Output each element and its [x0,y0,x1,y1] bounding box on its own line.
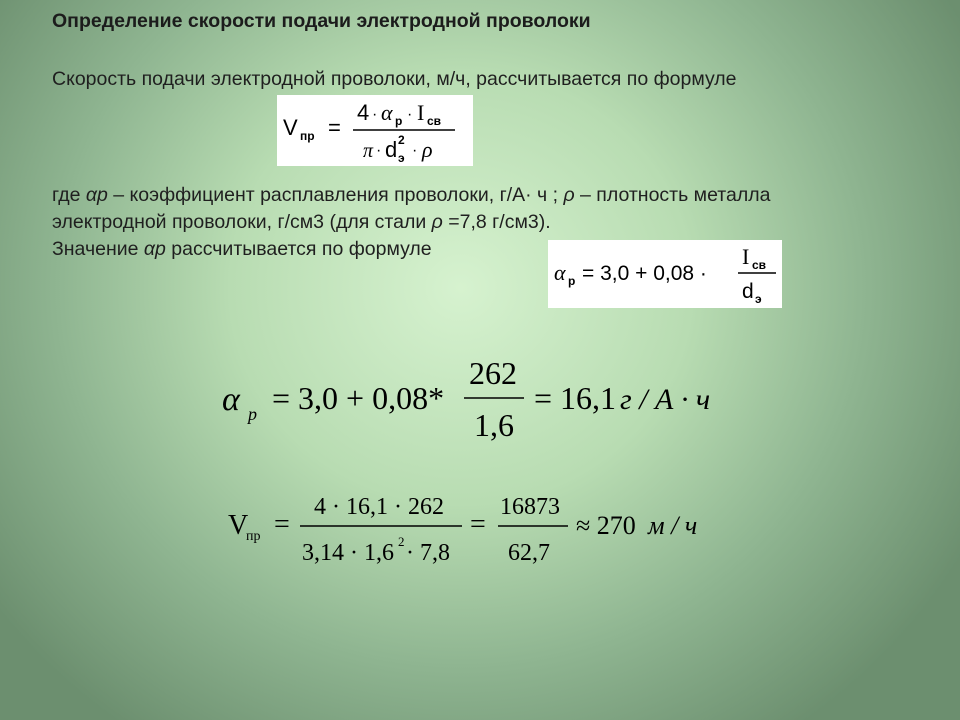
intro-text: Скорость подачи электродной проволоки, м/ч, рассчитывается по формуле [52,68,737,90]
formula-alpha-den: d [742,280,754,303]
calc-v-equals-1: = [274,509,290,540]
formula-alpha-rhs: = 3,0 + 0,08 · [582,262,707,285]
formula-v-lhs-sub: пр [300,129,315,143]
feed-speed-formula [277,95,473,166]
speed-calculation [200,480,760,580]
calc-v-lhs-sub: пр [246,529,261,544]
calc-v-den-1-sup: 2 [398,534,405,549]
calc-alpha-lhs: α [222,381,240,418]
formula-alpha-lhs: α [554,260,566,285]
formula-v-den-d-sup: 2 [398,133,405,147]
value-suffix: рассчитывается по формуле [165,238,432,260]
formula-v-num-I-sub: св [427,114,442,128]
formula-alpha-lhs-sub: р [568,274,576,288]
formula-v-lhs: V [283,115,298,140]
formula-v-den-d: d [385,137,398,162]
where-part-2: – плотность металла электродной проволоки, г/см3 (для стали [52,184,771,233]
formula-v-alpha: α [381,100,393,125]
rho-symbol: ρ [563,184,575,206]
formula-v-den-pi: π [363,140,374,162]
formula-v-den-rho: ρ [422,137,433,162]
calc-alpha-units: г / А · ч [620,383,711,416]
rho-value: =7,8 г/см3). [442,211,551,233]
value-prefix: Значение [52,238,144,260]
alpha-calculation [200,350,760,460]
page-title: Определение скорости подачи электродной проволоки [52,10,591,32]
formula-v-equals: = [328,115,341,140]
formula-v-dot: · [376,142,382,159]
calc-v-num-1: 4 · 16,1 · 262 [314,494,444,520]
formula-alpha-den-sub: э [755,292,762,306]
formula-v-dot: · [372,106,378,123]
formula-alpha-num: I [742,244,750,269]
where-part-1: – коэффициент расплавления проволоки, г/А· ч ; [107,184,564,206]
calc-alpha-num: 262 [469,355,517,391]
speed-calculation-svg [200,480,760,580]
alpha-formula-svg [548,240,782,308]
formula-v-num-I: I [417,100,425,125]
calc-alpha-rhs: = 3,0 + 0,08* [272,380,445,416]
formula-v-dot: · [407,106,413,123]
rho-symbol: ρ [431,211,443,233]
calc-alpha-lhs-sub: р [248,404,257,424]
calc-v-approx: ≈ 270 [576,511,636,540]
alpha-calculation-svg [200,350,760,460]
alpha-symbol: αр [85,184,108,206]
alpha-symbol: αр [143,238,166,260]
feed-speed-formula-svg [277,95,473,166]
formula-v-num-4: 4 [357,100,370,125]
formula-v-alpha-sub: р [395,114,403,128]
calc-v-num-2: 16873 [500,494,560,520]
calc-alpha-den: 1,6 [474,407,514,443]
alpha-formula [548,240,782,308]
calc-v-lhs: V [228,510,249,541]
calc-v-den-2: 62,7 [508,540,550,566]
calc-v-units: м / ч [648,511,698,540]
formula-v-den-d-sub: э [398,151,405,165]
where-prefix: где [52,184,86,206]
calc-v-den-1-a: 3,14 · 1,6 [302,540,394,566]
formula-v-dot: · [412,142,418,159]
calc-v-equals-2: = [470,509,486,540]
calc-alpha-result: = 16,1 [534,380,617,416]
calc-v-den-1-b: · 7,8 [406,540,450,566]
formula-alpha-num-sub: св [752,258,767,272]
